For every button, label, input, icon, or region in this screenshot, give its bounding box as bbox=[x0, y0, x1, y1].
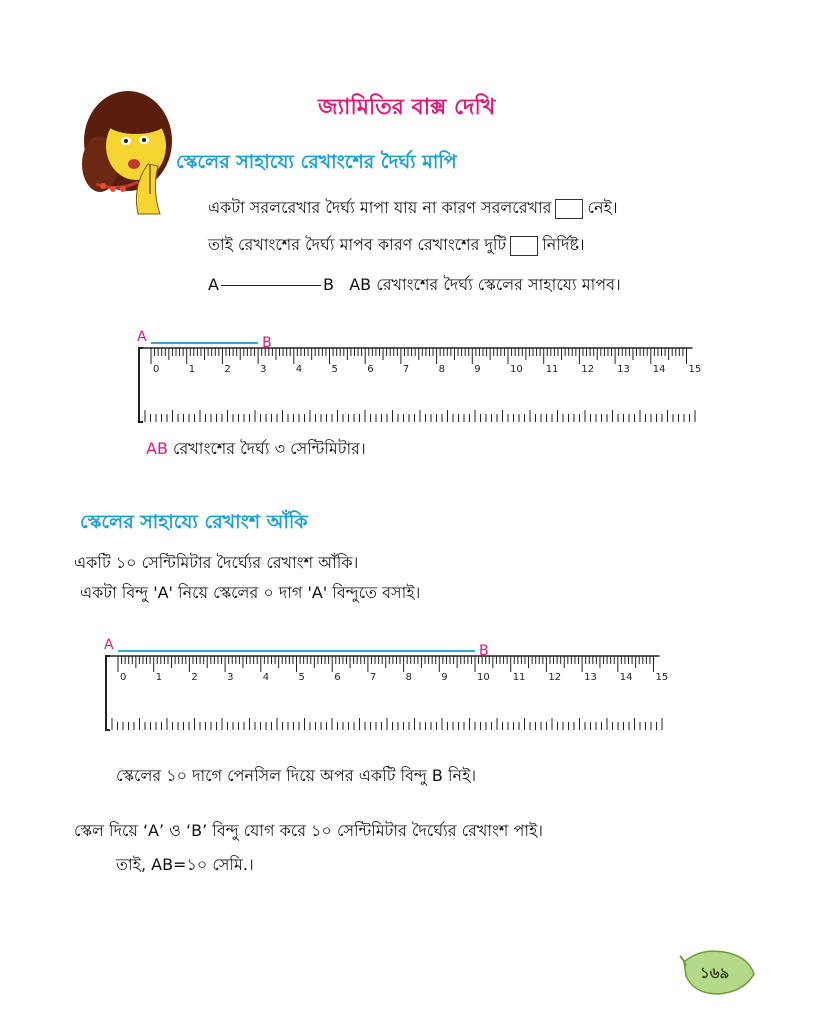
line1-text: একটা সরলরেখার দৈর্ঘ্য মাপা যায় না কারণ সরলরেখার bbox=[208, 198, 552, 217]
ruler-number: 12 bbox=[548, 672, 562, 683]
ruler-number: 0 bbox=[120, 672, 127, 683]
point-a-label: A bbox=[208, 275, 219, 294]
ruler-number: 8 bbox=[405, 672, 412, 683]
ruler-point-a: A bbox=[104, 637, 114, 653]
ruler-number: 11 bbox=[512, 672, 526, 683]
ruler-number: 1 bbox=[188, 364, 196, 375]
ruler-2 bbox=[92, 634, 692, 746]
page-title: জ্যামিতির বাক্স দেখি bbox=[318, 95, 496, 120]
ruler-edge bbox=[106, 656, 110, 730]
ruler-number: 14 bbox=[652, 364, 666, 375]
ruler-number: 13 bbox=[617, 364, 630, 375]
ruler-number: 2 bbox=[191, 672, 198, 683]
ruler-number: 13 bbox=[584, 672, 597, 683]
ruler-1 bbox=[125, 326, 725, 438]
ruler-edge bbox=[139, 348, 143, 422]
blank-box-1 bbox=[555, 199, 583, 219]
ruler1-caption bbox=[146, 436, 366, 463]
ruler-number: 6 bbox=[367, 364, 374, 375]
ruler-number: 10 bbox=[477, 672, 490, 683]
ruler-number: 4 bbox=[262, 672, 270, 683]
ruler-number: 0 bbox=[153, 364, 160, 375]
line2-tail: নির্দিষ্ট। bbox=[542, 235, 585, 254]
ruler-number: 14 bbox=[619, 672, 633, 683]
section1-line2 bbox=[208, 232, 585, 259]
ruler-number: 1 bbox=[155, 672, 163, 683]
blank-box-2 bbox=[510, 236, 538, 256]
ruler-number: 6 bbox=[334, 672, 341, 683]
section2-line5: তাই, AB=১০ সেমি.। bbox=[116, 855, 254, 874]
section2-line2: একটা বিন্দু 'A' নিয়ে স্কেলের ০ দাগ 'A' বিন্দুতে বসাই। bbox=[80, 583, 421, 602]
ruler-number: 15 bbox=[688, 364, 702, 375]
ruler-number: 9 bbox=[441, 672, 448, 683]
ruler-number: 9 bbox=[474, 364, 481, 375]
ruler-number: 12 bbox=[581, 364, 595, 375]
section1-heading: স্কেলের সাহায্যে রেখাংশের দৈর্ঘ্য মাপি bbox=[176, 151, 457, 173]
section2-line3: স্কেলের ১০ দাগে পেনসিল দিয়ে অপর একটি বিন্দু B নিই। bbox=[116, 766, 477, 785]
ruler-number: 10 bbox=[510, 364, 523, 375]
ruler-number: 2 bbox=[224, 364, 231, 375]
ab-segment bbox=[221, 285, 321, 286]
girl-illustration bbox=[78, 86, 188, 221]
caption-ab: AB bbox=[146, 439, 168, 458]
ruler-point-b: B bbox=[262, 335, 272, 351]
section2-line1: একটি ১০ সেন্টিমিটার দৈর্ঘ্যের রেখাংশ আঁকি। bbox=[74, 553, 359, 572]
point-b-label: B bbox=[322, 275, 334, 294]
section1-line1 bbox=[208, 195, 618, 222]
section1-line3 bbox=[208, 272, 621, 299]
ruler-point-b: B bbox=[479, 643, 489, 659]
section2-heading: স্কেলের সাহায্যে রেখাংশ আঁকি bbox=[80, 511, 308, 533]
section2-line4: স্কেল দিয়ে ‘A’ ও ‘B’ বিন্দু যোগ করে ১০ সেন্টিমিটার দৈর্ঘ্যের রেখাংশ পাই। bbox=[74, 821, 544, 840]
ruler-number: 4 bbox=[295, 364, 303, 375]
ruler-number: 7 bbox=[402, 364, 410, 375]
line3-text: AB রেখাংশের দৈর্ঘ্য স্কেলের সাহায্যে মাপব। bbox=[349, 275, 621, 294]
line1-tail: নেই। bbox=[587, 198, 618, 217]
ruler-point-a: A bbox=[137, 329, 147, 345]
ruler-number: 7 bbox=[369, 672, 377, 683]
ruler-number: 5 bbox=[298, 672, 305, 683]
ruler-number: 15 bbox=[655, 672, 669, 683]
ruler-number: 11 bbox=[545, 364, 559, 375]
line2-text: তাই রেখাংশের দৈর্ঘ্য মাপব কারণ রেখাংশের দুটি bbox=[208, 235, 507, 254]
ruler-number: 3 bbox=[260, 364, 267, 375]
caption-text: রেখাংশের দৈর্ঘ্য ৩ সেন্টিমিটার। bbox=[167, 439, 366, 458]
ruler-number: 8 bbox=[438, 364, 445, 375]
ruler-number: 3 bbox=[227, 672, 234, 683]
page-number: ১৬৯ bbox=[700, 964, 730, 982]
ruler-number: 5 bbox=[331, 364, 338, 375]
